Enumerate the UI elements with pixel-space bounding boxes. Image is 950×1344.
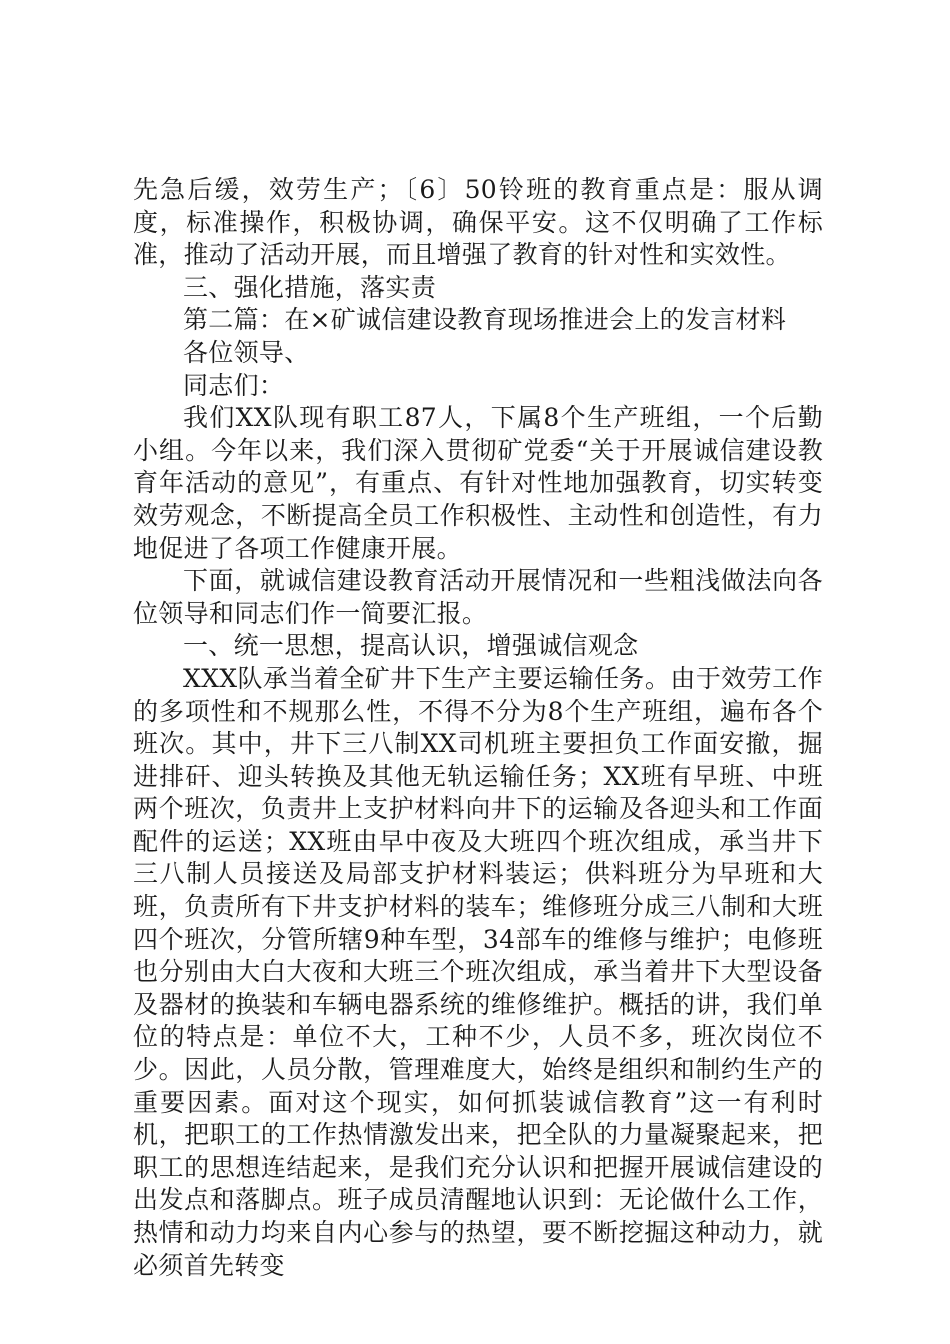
document-body <box>133 174 823 1282</box>
paragraph-intro: 我们XX队现有职工87人，下属8个生产班组，一个后勤小组。今年以来，我们深入贯彻矿党委“关于开展诚信建设教育年活动的意见”，有重点、有针对性地加强教育，切实转变效劳观念，不断提高全员工作积极性、主动性和创造性，有力地促进了各项工作健康开展。 <box>133 403 823 563</box>
salutation-comrades: 同志们： <box>183 370 285 400</box>
section-heading-3: 三、强化措施，落实责 <box>183 272 437 302</box>
paragraph-report: 下面，就诚信建设教育活动开展情况和一些粗浅做法向各位领导和同志们作一简要汇报。 <box>133 566 823 628</box>
paragraph-body: XXX队承当着全矿井下生产主要运输任务。由于效劳工作的多项性和不规那么性，不得不分为8个生产班组，遍布各个班次。其中，井下三八制XX司机班主要担负工作面安撤，掘进排矸、迎头转换及其他无轨运输任务；XX班有早班、中班两个班次，负责井上支护材料向井下的运输及各迎头和工作面配件的运送；XX班由早中夜及大班四个班次组成，承当井下三八制人员接送及局部支护材料装运；供料班分为早班和大班，负责所有下井支护材料的装车；维修班分成三八制和大班四个班次，分管所辖9种车型，34部车的维修与维护；电修班也分别由大白大夜和大班三个班次组成，承当着井下大型设备及器材的换装和车辆电器系统的维修维护。概括的讲，我们单位的特点是：单位不大，工种不少，人员不多，班次岗位不少。因此，人员分散，管理难度大，始终是组织和制约生产的重要因素。面对这个现实，如何抓装诚信教育”这一有利时机，把职工的工作热情激发出来，把全队的力量凝聚起来，把职工的思想连结起来，是我们充分认识和把握开展诚信建设的出发点和落脚点。班子成员清醒地认识到：无论做什么工作，热情和动力均来自内心参与的热望，要不断挖掘这种动力，就必须首先转变 <box>133 663 823 1280</box>
paragraph-1: 先急后缓，效劳生产；〔6〕50铃班的教育重点是：服从调度，标准操作，积极协调，确保平安。这不仅明确了工作标准，推动了活动开展，而且增强了教育的针对性和实效性。 <box>133 175 823 270</box>
salutation-leaders: 各位领导、 <box>183 337 310 367</box>
section-heading-1: 一、统一思想，提高认识，增强诚信观念 <box>183 631 639 661</box>
chapter-title-2: 第二篇：在×矿诚信建设教育现场推进会上的发言材料 <box>183 305 787 335</box>
